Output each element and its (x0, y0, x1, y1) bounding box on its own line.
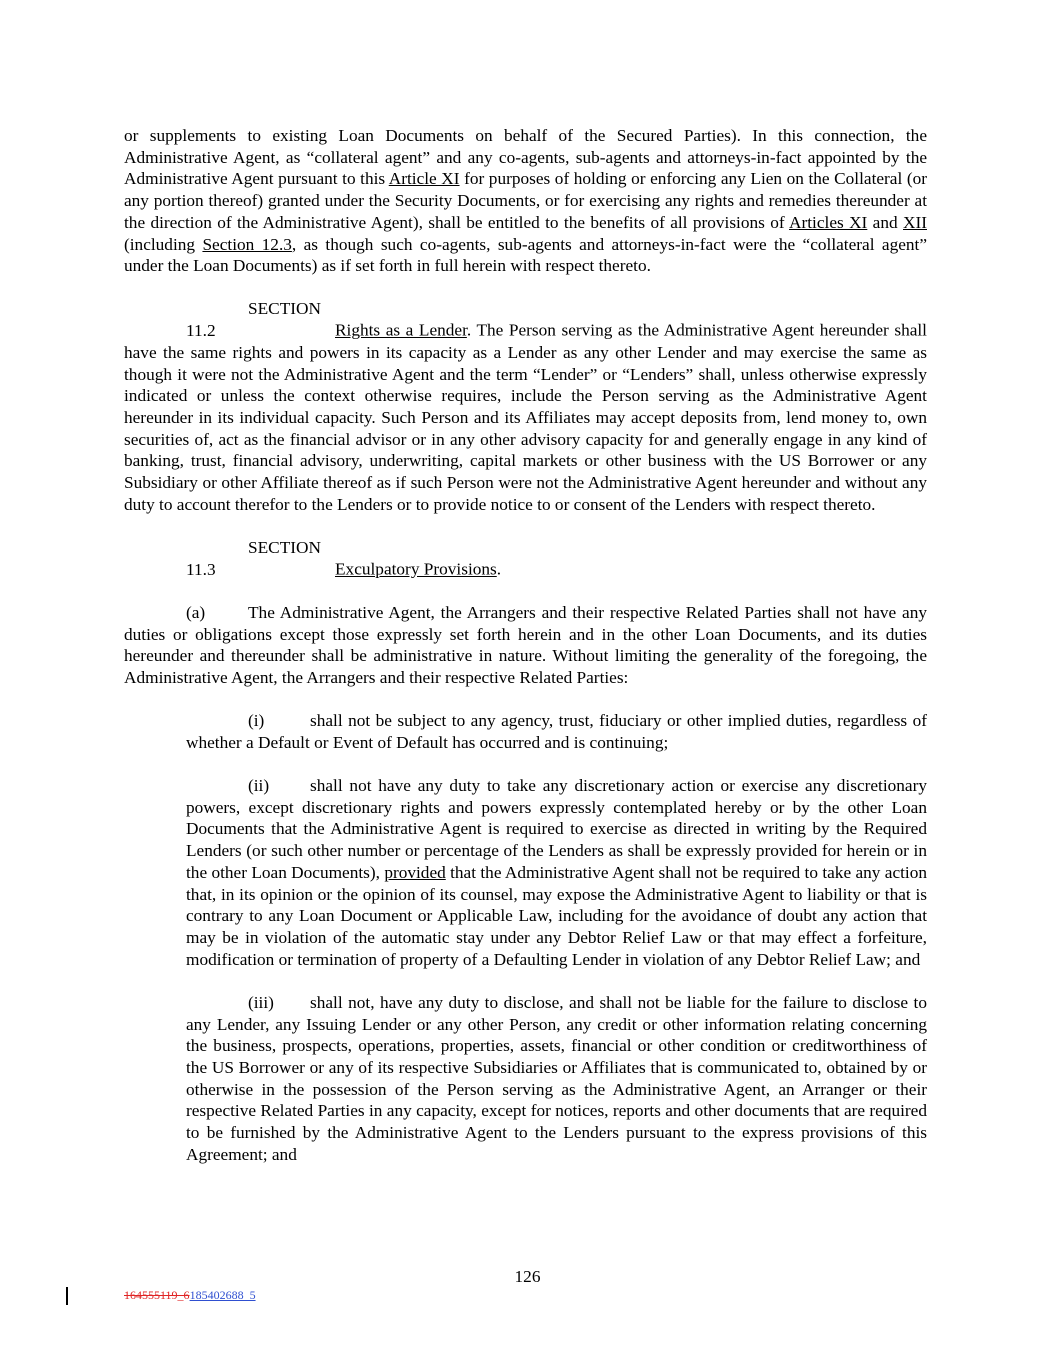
document-body (124, 125, 927, 1166)
clause-label: (i) (248, 711, 265, 731)
clause-ii-paragraph (186, 775, 927, 970)
xii-reference: XII (903, 212, 927, 232)
intro-text: (including (124, 234, 203, 254)
section-title: Rights as a Lender (335, 321, 467, 341)
inserted-document-id: 185402688_5 (189, 1288, 256, 1302)
section-number: SECTION 11.2 (186, 299, 321, 341)
section-title: Exculpatory Provisions (335, 559, 497, 579)
intro-paragraph (124, 125, 927, 277)
clause-iii-paragraph (186, 992, 927, 1166)
clause-text: shall not have any duty to take any discretionary action or exercise any discretionary powers, except discretionary rights and powers expressly contemplated hereby or by the other Loan Documents that the Administrative Agent is required to exercise as directed in writing by the Required Lenders (or such other number or percentage of the Lenders as shall be expressly provided for herein or in the other Loan Documents), (186, 776, 927, 882)
deleted-document-id: 164555119_6 (124, 1288, 190, 1302)
section-11-3-heading (124, 537, 927, 580)
article-xi-reference: Article XI (388, 169, 460, 189)
section-11-2-paragraph (124, 298, 927, 515)
provided-term: provided (384, 862, 446, 882)
clause-a-paragraph (124, 602, 927, 689)
clause-label: (iii) (248, 992, 274, 1012)
clause-label: (a) (186, 602, 206, 622)
section-body: The Person serving as the Administrative Agent hereunder shall have the same rights and powers in its capacity as a Lender as any other Lender and may exercise the same as though it were not the Administrative Agent and the term “Lender” or “Lenders” shall, unless otherwise expressly indicated or unless the context otherwise requires, include the Person serving as the Administrative Agent hereunder in its individual capacity. Such Person and its Affiliates may accept deposits from, lend money to, own securities of, act as the financial advisor or in any other advisory capacity for and generally engage in any kind of banking, trust, financial advisory, underwriting, capital markets or other business with the US Borrower or any Subsidiary or other Affiliate thereof as if such Person were not the Administrative Agent hereunder and without any duty to account therefor to the Lenders or to provide notice to or consent of the Lenders with respect thereto. (124, 321, 927, 514)
clause-text: shall not, have any duty to disclose, and shall not be liable for the failure to disclose to any Lender, any Issuing Lender or any other Person, any credit or other information relating concerning the business, prospects, operations, properties, assets, financial or other condition or creditworthiness of the US Borrower or any of its respective Subsidiaries or Affiliates that is communicated to, obtained by or otherwise in the possession of the Person serving as the Administrative Agent, an Arranger or their respective Related Parties in any capacity, except for notices, reports and other documents that are required to be furnished by the Administrative Agent to the Lenders pursuant to the express provisions of this Agreement; and (186, 992, 927, 1164)
revision-change-bar (66, 1287, 68, 1305)
clause-text: that the Administrative Agent shall not be required to take any action that, in its opinion or the opinion of its counsel, may expose the Administrative Agent to liability or that is contrary to any Loan Document or Applicable Law, including for the avoidance of doubt any action that may be in violation of the automatic stay under any Debtor Relief Law or that may effect a forfeiture, modification or termination of property of a Defaulting Lender in violation of any Debtor Relief Law; and (186, 862, 927, 969)
clause-label: (ii) (248, 776, 270, 796)
page-number: 126 (514, 1267, 541, 1286)
intro-text: or supplements to existing Loan Documents on behalf of the Secured Parties). In this connection, the Administrative Agent, as “collateral agent” and any co-agents, sub-agents and attorneys-in-fact appointed by the Administrative Agent pursuant to this (124, 126, 927, 189)
intro-text: and (867, 212, 903, 232)
section-number: SECTION 11.3 (186, 537, 321, 579)
intro-text: , as though such co-agents, sub-agents and attorneys-in-fact were the “collateral agent” under the Loan Documents) as if set forth in full herein with respect thereto. (124, 234, 927, 276)
intro-text: for purposes of holding or enforcing any Lien on the Collateral (or any portion thereof) granted under the Security Documents, or for exercising any rights and remedies thereunder at the direction of the Administrative Agent), shall be entitled to the benefits of all provisions of (124, 169, 927, 232)
document-id (124, 1288, 256, 1302)
clause-i-paragraph (186, 710, 927, 753)
clause-text: The Administrative Agent, the Arrangers and their respective Related Parties shall not have any duties or obligations except those expressly set forth herein and in the other Loan Documents, and its duties hereunder and thereunder shall be administrative in nature. Without limiting the generality of the foregoing, the Administrative Agent, the Arrangers and their respective Related Parties: (124, 602, 927, 687)
section-12-3-reference: Section 12.3 (202, 234, 292, 254)
section-title-period: . (496, 559, 502, 579)
clause-text: shall not be subject to any agency, trust, fiduciary or other implied duties, regardless of whether a Default or Event of Default has occurred and is continuing; (186, 711, 927, 752)
articles-xi-reference: Articles XI (789, 212, 868, 232)
section-title-period: . (466, 321, 472, 341)
